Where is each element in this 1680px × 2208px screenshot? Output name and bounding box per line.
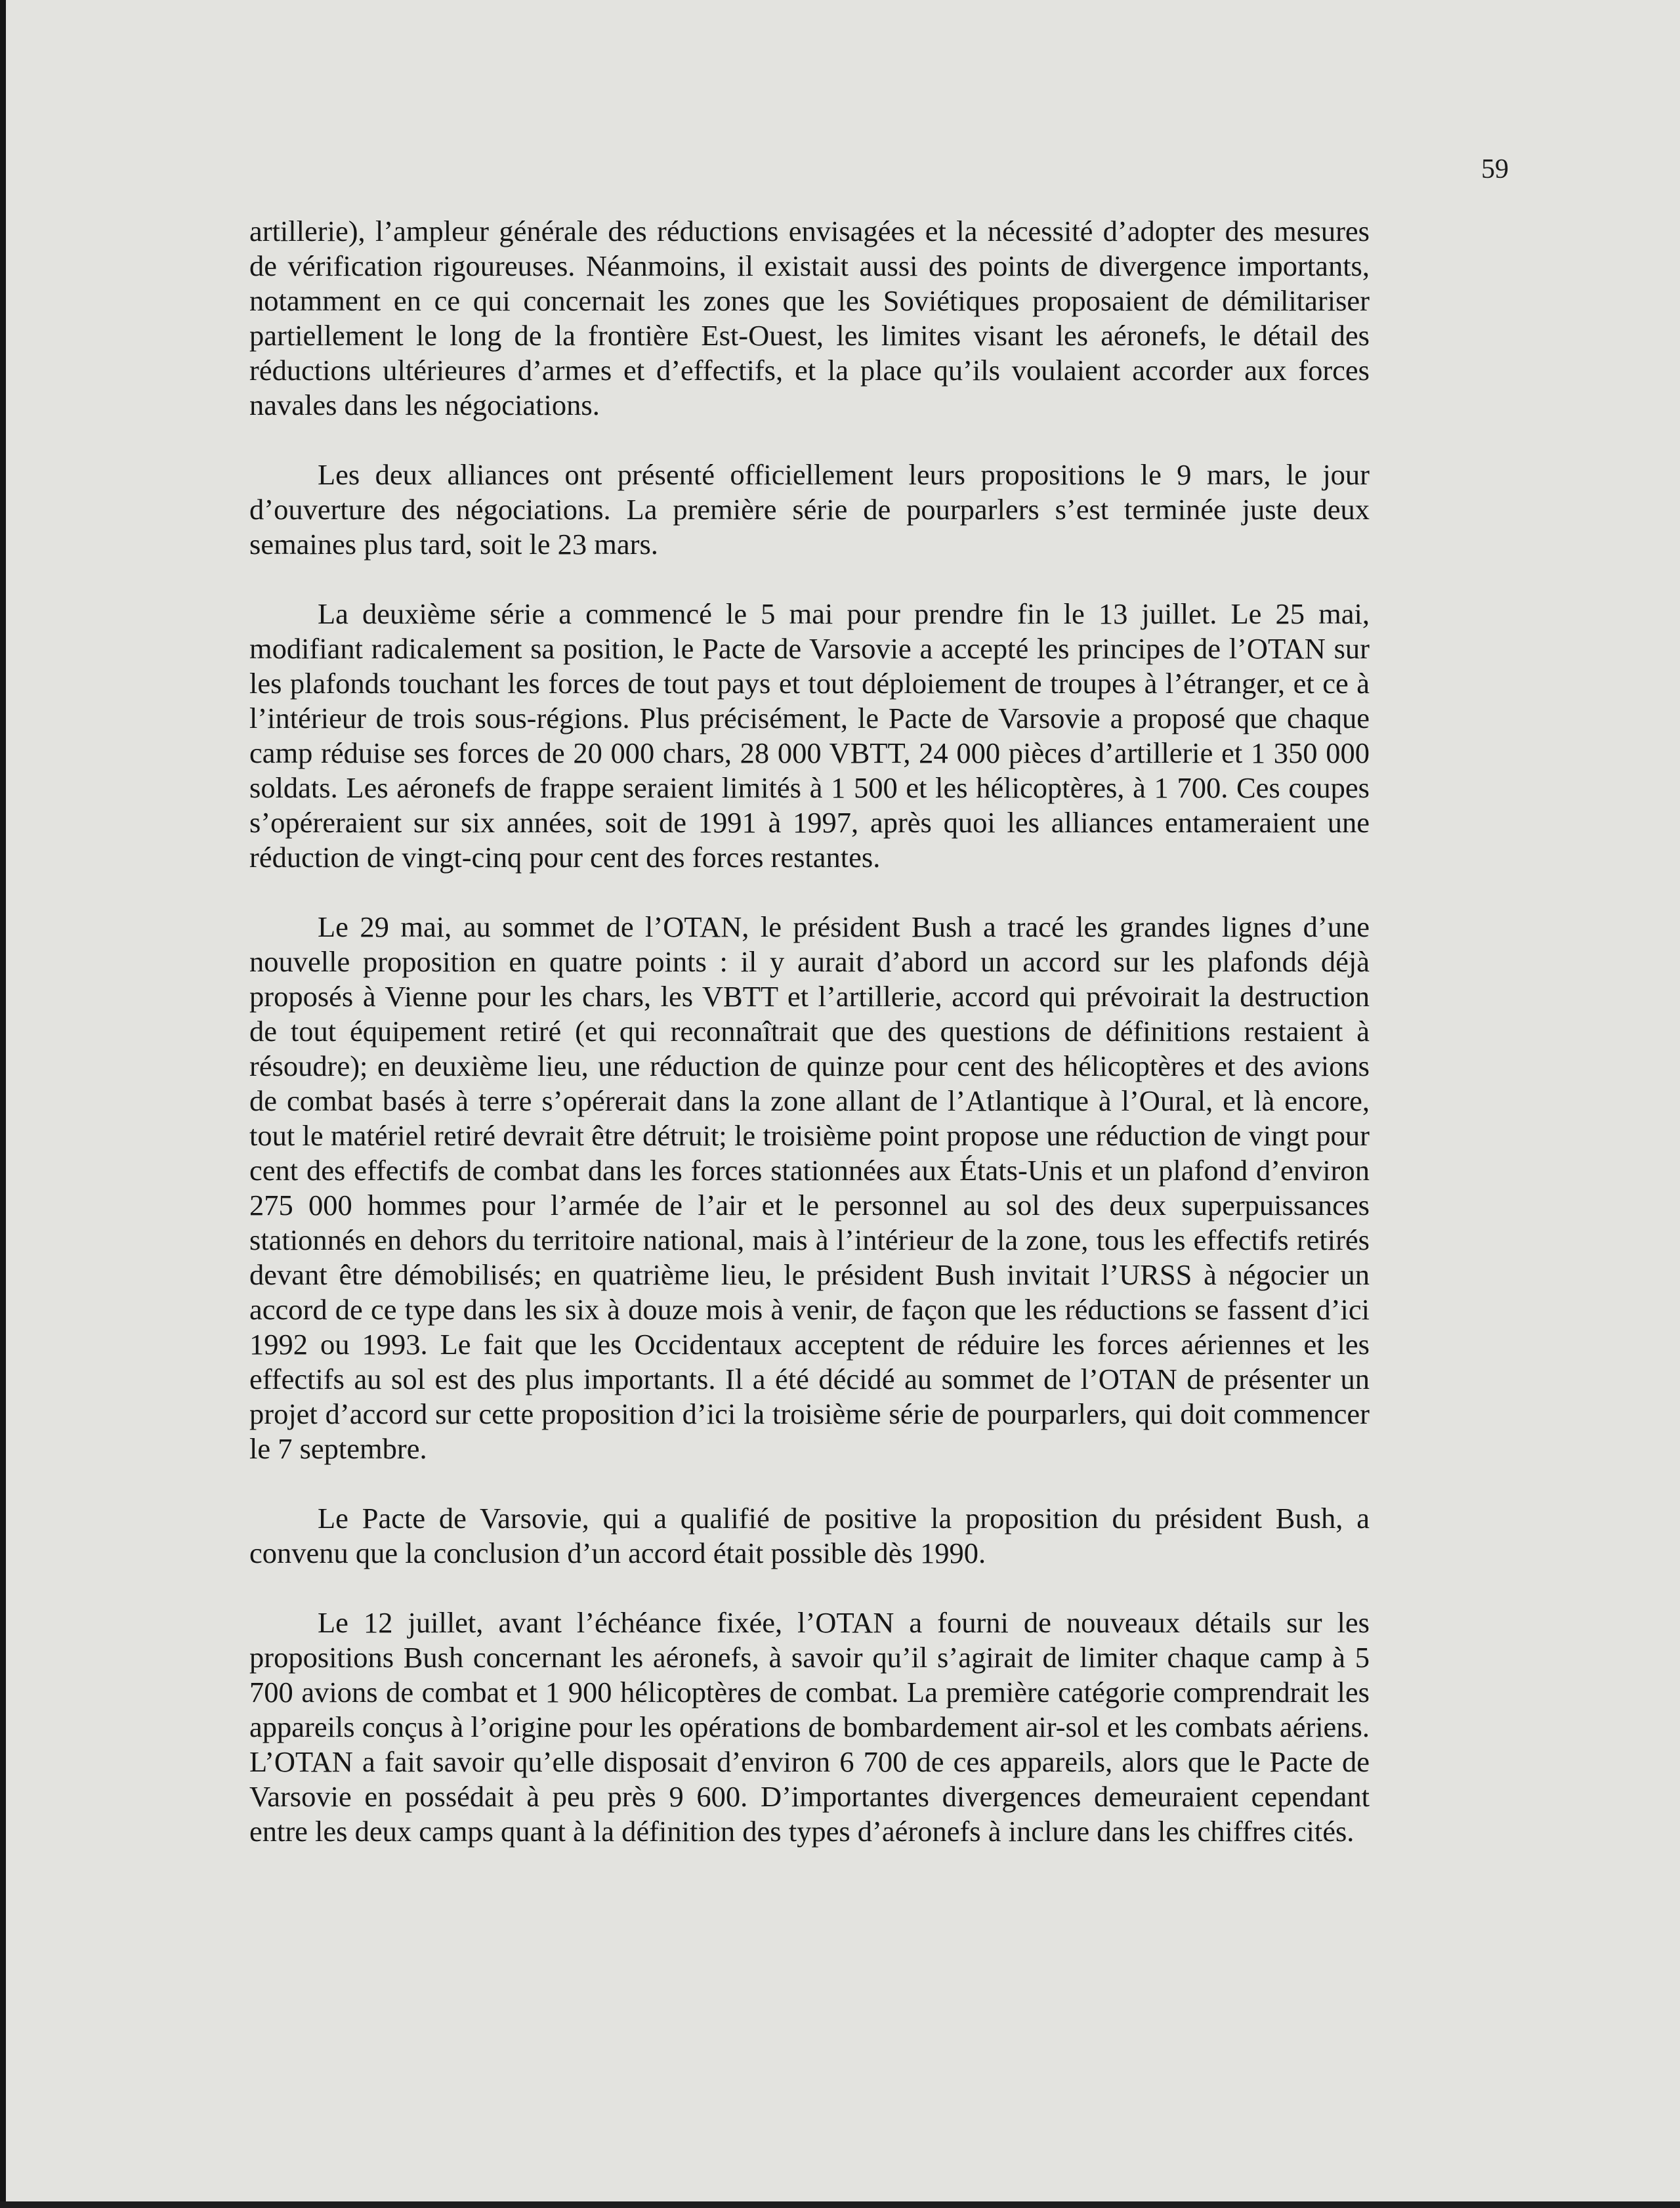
paragraph-6: Le 12 juillet, avant l’échéance fixée, l’OTAN a fourni de nouveaux détails sur les propositions Bush concernant les aéronefs, à savoir qu’il s’agirait de limiter chaque camp à 5 700 avions de combat et 1 900 hélicoptères de combat. La première catégorie comprendrait les appareils conçus à l’origine pour les opérations de bombardement air-sol et les combats aériens. L’OTAN a fait savoir qu’elle disposait d’environ 6 700 de ces appareils, alors que le Pacte de Varsovie en possédait à peu près 9 600. D’importantes divergences demeuraient cependant entre les deux camps quant à la définition des types d’aéronefs à inclure dans les chiffres cités.	[249, 1606, 1370, 1848]
paragraph-5: Le Pacte de Varsovie, qui a qualifié de positive la proposition du président Bush, a convenu que la conclusion d’un accord était possible dès 1990.	[249, 1502, 1370, 1569]
scan-bottom-edge	[0, 2201, 1680, 2208]
page-number: 59	[1481, 154, 1509, 184]
paragraph-1: artillerie), l’ampleur générale des réductions envisagées et la nécessité d’adopter des mesures de vérification rigoureuses. Néanmoins, il existait aussi des points de divergence importants, notamment en ce qui concernait les zones que les Soviétiques proposaient de démilitariser partiellement le long de la frontière Est-Ouest, les limites visant les aéronefs, le détail des réductions ultérieures d’armes et d’effectifs, et la place qu’ils voulaient accorder aux forces navales dans les négociations.	[249, 215, 1370, 421]
document-page	[6, 0, 1680, 2201]
paragraph-4: Le 29 mai, au sommet de l’OTAN, le président Bush a tracé les grandes lignes d’une nouvelle proposition en quatre points : il y aurait d’abord un accord sur les plafonds déjà proposés à Vienne pour les chars, les VBTT et l’artillerie, accord qui prévoirait la destruction de tout équipement retiré (et qui reconnaîtrait que des questions de définitions restaient à résoudre); en deuxième lieu, une réduction de quinze pour cent des hélicoptères et des avions de combat basés à terre s’opérerait dans la zone allant de l’Atlantique à l’Oural, et là encore, tout le matériel retiré devrait être détruit; le troisième point propose une réduction de vingt pour cent des effectifs de combat dans les forces stationnées aux États-Unis et un plafond d’environ 275 000 hommes pour l’armée de l’air et le personnel au sol des deux superpuissances stationnés en dehors du territoire national, mais à l’intérieur de la zone, tous les effectifs retirés devant être démobilisés; en quatrième lieu, le président Bush invitait l’URSS à négocier un accord de ce type dans les six à douze mois à venir, de façon que les réductions se fassent d’ici 1992 ou 1993. Le fait que les Occidentaux acceptent de réduire les forces aériennes et les effectifs au sol est des plus importants. Il a été décidé au sommet de l’OTAN de présenter un projet d’accord sur cette proposition d’ici la troisième série de pourparlers, qui doit commencer le 7 septembre.	[249, 910, 1370, 1465]
body-text	[249, 214, 1370, 1849]
paragraph-2: Les deux alliances ont présenté officiellement leurs propositions le 9 mars, le jour d’ouverture des négociations. La première série de pourparlers s’est terminée juste deux semaines plus tard, soit le 23 mars.	[249, 458, 1370, 561]
scan-left-edge	[0, 0, 6, 2208]
paragraph-3: La deuxième série a commencé le 5 mai pour prendre fin le 13 juillet. Le 25 mai, modifiant radicalement sa position, le Pacte de Varsovie a accepté les principes de l’OTAN sur les plafonds touchant les forces de tout pays et tout déploiement de troupes à l’étranger, et ce à l’intérieur de trois sous-régions. Plus précisément, le Pacte de Varsovie a proposé que chaque camp réduise ses forces de 20 000 chars, 28 000 VBTT, 24 000 pièces d’artillerie et 1 350 000 soldats. Les aéronefs de frappe seraient limités à 1 500 et les hélicoptères, à 1 700. Ces coupes s’opéreraient sur six années, soit de 1991 à 1997, après quoi les alliances entameraient une réduction de vingt-cinq pour cent des forces restantes.	[249, 597, 1370, 874]
